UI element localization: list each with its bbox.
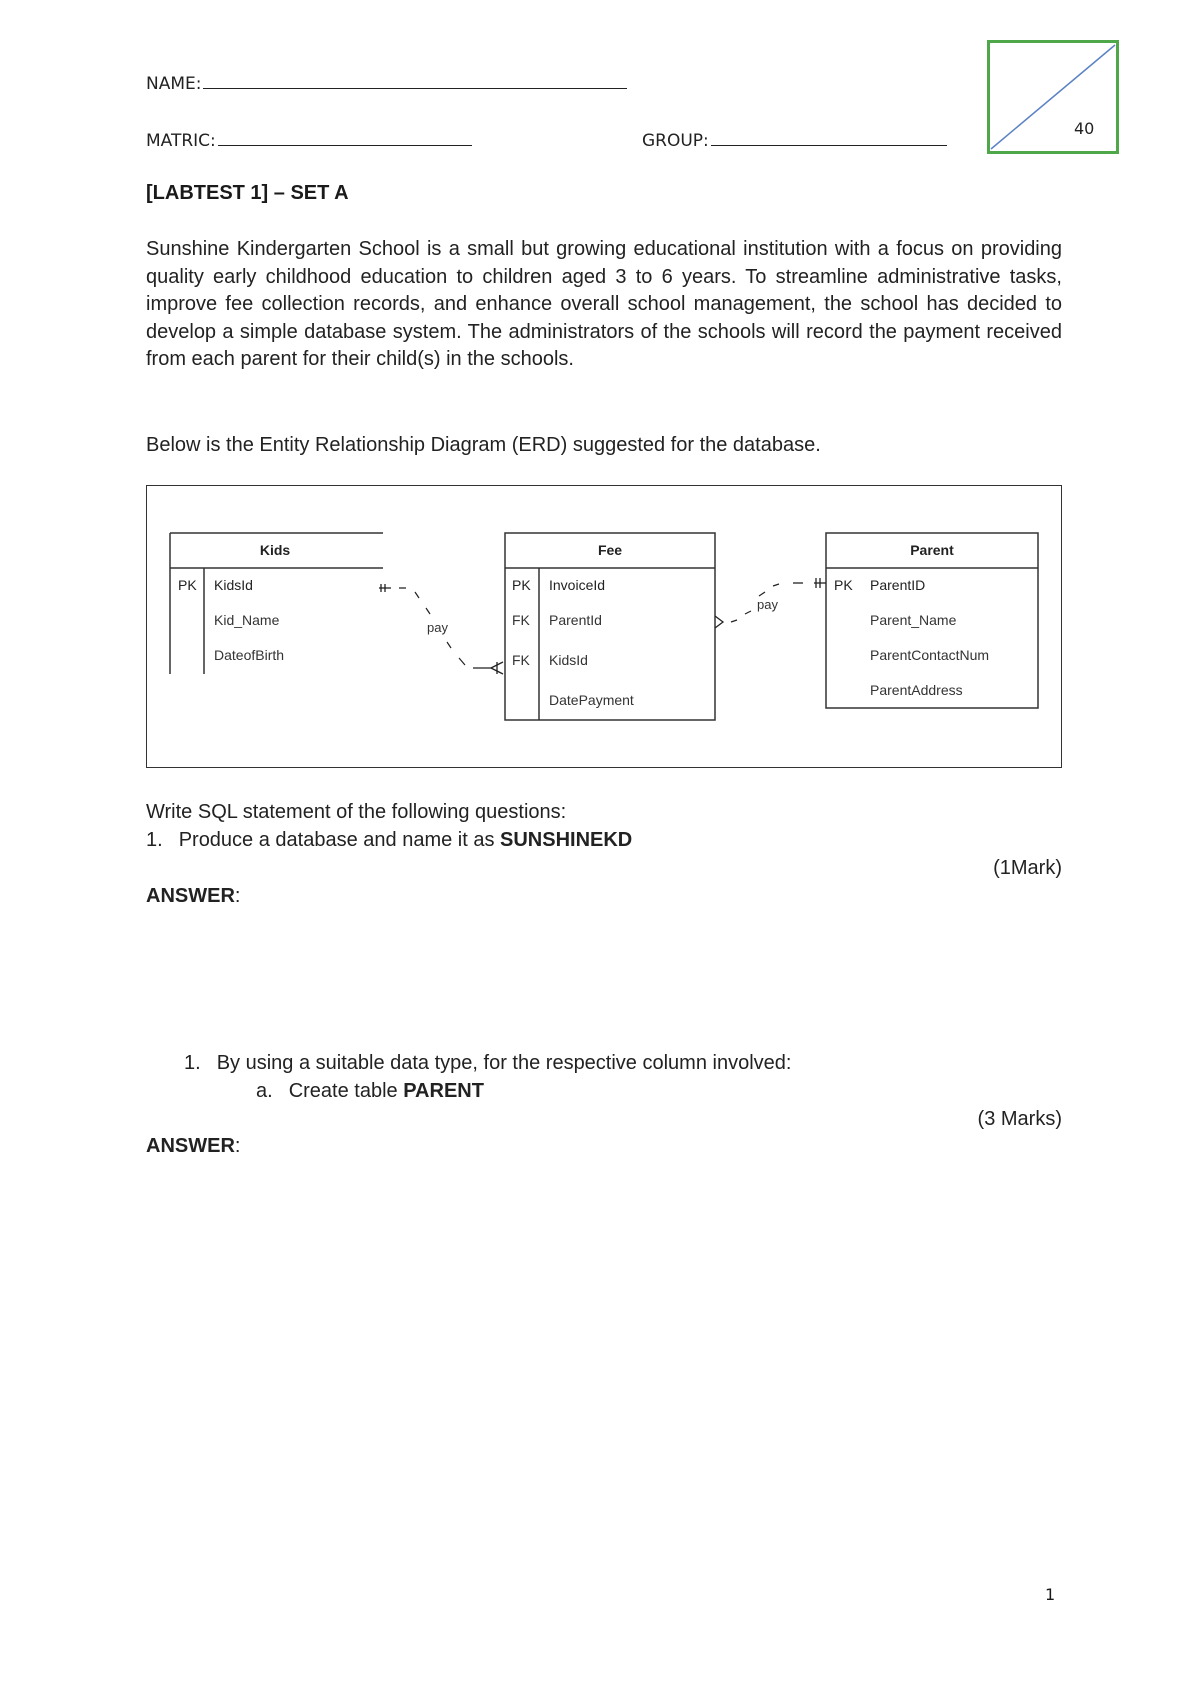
- entity-fee-field-1: InvoiceId: [549, 577, 606, 593]
- relationship-kids-fee: [379, 584, 503, 674]
- question-2a: [256, 1080, 484, 1103]
- entity-kids-key-1: PK: [178, 577, 197, 593]
- matric-field[interactable]: [146, 131, 472, 151]
- question-2: [184, 1052, 791, 1075]
- question-2-number: 1.: [184, 1052, 201, 1074]
- matric-label: MATRIC:: [146, 131, 216, 151]
- answer-1-label: [146, 885, 240, 908]
- entity-fee-key-2: FK: [512, 612, 530, 628]
- erd-svg: [147, 486, 1061, 767]
- answer-1-colon: :: [234, 885, 241, 907]
- question-2a-text: Create table: [288, 1080, 404, 1102]
- relationship-fee-parent: [715, 578, 826, 628]
- entity-parent-field-2: Parent_Name: [870, 612, 957, 628]
- matric-blank-line: [218, 144, 472, 146]
- question-2a-table-name: PARENT: [403, 1080, 484, 1102]
- erd-intro-text: Below is the Entity Relationship Diagram (ERD) suggested for the database.: [146, 434, 821, 456]
- entity-parent-title: Parent: [910, 542, 954, 558]
- page-title: [LABTEST 1] – SET A: [146, 182, 349, 204]
- group-field[interactable]: [642, 131, 947, 151]
- question-1-text: Produce a database and name it as: [178, 829, 501, 851]
- entity-parent-key-1: PK: [834, 577, 853, 593]
- entity-kids-field-2: Kid_Name: [214, 612, 280, 628]
- answer-2-word: ANSWER: [146, 1135, 235, 1157]
- answer-2-space[interactable]: [146, 1165, 1062, 1545]
- answer-2-colon: :: [234, 1135, 241, 1157]
- question-1: [146, 829, 632, 852]
- group-label: GROUP:: [642, 131, 709, 151]
- score-box: [987, 40, 1119, 154]
- entity-kids-field-3: DateofBirth: [214, 647, 285, 663]
- entity-fee-field-4: DatePayment: [549, 692, 634, 708]
- answer-1-space[interactable]: [146, 915, 1062, 1035]
- question-2-text: By using a suitable data type, for the respective column involved:: [216, 1052, 792, 1074]
- entity-parent-field-1: ParentID: [870, 577, 926, 593]
- entity-parent-field-4: ParentAddress: [870, 682, 963, 698]
- entity-fee-field-2: ParentId: [549, 612, 602, 628]
- entity-fee: [505, 533, 715, 720]
- score-diagonal-line: [990, 43, 1116, 151]
- question-2a-letter: a.: [256, 1080, 273, 1102]
- score-total: 40: [1074, 119, 1095, 138]
- intro-paragraph: Sunshine Kindergarten School is a small but growing educational institution with a focus on providing quality early childhood education to children aged 3 to 6 years. To streamline administrative tasks, improve fee collection records, and enhance overall school management, the school has decided to develop a simple database system. The administrators of the schools will record the payment received from each parent for their child(s) in the schools.: [146, 238, 1062, 371]
- entity-kids: [170, 533, 383, 674]
- question-1-database-name: SUNSHINEKD: [500, 829, 633, 851]
- entity-fee-title: Fee: [597, 542, 623, 558]
- relationship-label-2: pay: [757, 597, 778, 612]
- entity-parent-field-3: ParentContactNum: [870, 647, 990, 663]
- questions-intro: Write SQL statement of the following questions:: [146, 801, 567, 823]
- entity-fee-key-3: FK: [512, 652, 530, 668]
- erd-diagram: [146, 485, 1062, 768]
- page-number: 1: [1045, 1585, 1056, 1604]
- entity-fee-key-1: PK: [512, 577, 531, 593]
- name-label: NAME:: [146, 74, 202, 94]
- question-1-marks: (1Mark): [993, 857, 1062, 879]
- question-1-number: 1.: [146, 829, 163, 851]
- entity-fee-field-3: KidsId: [549, 652, 588, 668]
- entity-parent: [826, 533, 1038, 708]
- name-field[interactable]: [146, 74, 627, 94]
- name-blank-line: [203, 87, 627, 89]
- entity-kids-field-1: KidsId: [214, 577, 253, 593]
- answer-1-word: ANSWER: [146, 885, 235, 907]
- entity-kids-title: Kids: [259, 542, 291, 558]
- answer-2-label: [146, 1135, 240, 1158]
- relationship-label-1: pay: [427, 620, 448, 635]
- group-blank-line: [711, 144, 947, 146]
- question-2a-marks: (3 Marks): [977, 1108, 1062, 1130]
